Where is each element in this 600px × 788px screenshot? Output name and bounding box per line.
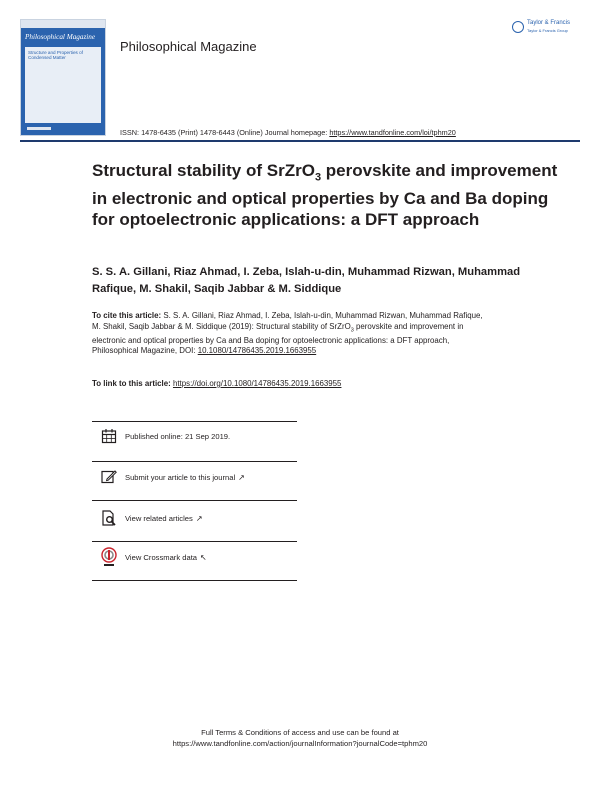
- submit-article-link[interactable]: Submit your article to this journal: [125, 472, 236, 482]
- journal-homepage-link[interactable]: https://www.tandfonline.com/loi/tphm20: [329, 128, 456, 137]
- citation-label: To cite this article:: [92, 311, 162, 320]
- info-divider: [92, 541, 297, 542]
- citation-text-part1: S. S. A. Gillani, Riaz Ahmad, I. Zeba, Islah-u-din, Muhammad Rizwan, Muhammad Rafique, M. Shakil, Saqib Jabbar & M. Siddique (2019): Structural stability of SrZrO: [92, 311, 483, 331]
- article-title-subscript: 3: [314, 171, 322, 184]
- publisher-logo: [512, 20, 580, 36]
- article-title: [92, 160, 562, 230]
- header-divider: [20, 140, 580, 142]
- crossmark-link[interactable]: View Crossmark data: [125, 552, 198, 562]
- article-doi-url[interactable]: https://doi.org/10.1080/14786435.2019.1663955: [172, 379, 342, 388]
- calendar-icon: [100, 427, 118, 445]
- related-icon: [100, 509, 118, 527]
- footer-terms-link[interactable]: https://www.tandfonline.com/action/journalInformation?journalCode=tphm20: [172, 739, 428, 748]
- cover-panel: [25, 47, 101, 123]
- article-link-line: [92, 379, 341, 388]
- related-articles-row[interactable]: [100, 509, 203, 527]
- journal-cover: [20, 19, 106, 136]
- external-link-icon: ↗: [195, 513, 203, 523]
- citation-doi-link[interactable]: 10.1080/14786435.2019.1663955: [197, 346, 317, 356]
- published-online-row: [100, 427, 230, 445]
- external-link-icon: ↗: [238, 472, 245, 482]
- issn-text: ISSN: 1478-6435 (Print) 1478-6443 (Online) Journal homepage:: [120, 128, 330, 137]
- publisher-logo-name: Taylor & Francis: [527, 20, 571, 26]
- cover-publisher-mark: [27, 127, 51, 130]
- info-divider: [92, 500, 297, 501]
- crossmark-icon: [100, 548, 118, 566]
- info-divider: [92, 580, 297, 581]
- cover-title: Philosophical Magazine: [25, 33, 96, 41]
- crossmark-pointer-icon: ↖: [200, 552, 207, 562]
- publisher-logo-icon: [512, 21, 524, 33]
- issn-line: [120, 128, 456, 137]
- cover-subtitle: Structure and Properties of Condensed Matter: [28, 50, 83, 61]
- crossmark-row[interactable]: [100, 548, 207, 566]
- related-articles-link[interactable]: View related articles: [125, 513, 193, 523]
- pencil-icon: [100, 468, 118, 486]
- journal-name: Philosophical Magazine: [120, 39, 257, 54]
- published-online-text: Published online: 21 Sep 2019.: [125, 431, 231, 441]
- info-divider: [92, 421, 297, 422]
- footer-line1: Full Terms & Conditions of access and use can be found at: [201, 728, 399, 737]
- footer-terms: [0, 727, 600, 749]
- info-divider: [92, 461, 297, 462]
- citation-text-part2: perovskite and improvement in electronic and optical properties by Ca and Ba doping for optoelectronic applications: a DFT approach, Philosophical Magazine, DOI:: [92, 321, 464, 356]
- cover-top-strip: [21, 20, 105, 28]
- article-authors: S. S. A. Gillani, Riaz Ahmad, I. Zeba, Islah-u-din, Muhammad Rizwan, Muhammad Rafique, M. Shakil, Saqib Jabbar & M. Siddique: [92, 266, 521, 295]
- citation-subscript: 3: [350, 327, 354, 334]
- article-title-part2: perovskite and improvement in electronic and optical properties by Ca and Ba doping for optoelectronic applications: a DFT approach: [92, 161, 558, 230]
- article-title-part1: Structural stability of SrZrO: [92, 161, 315, 180]
- citation-block: [92, 311, 492, 357]
- article-link-label: To link to this article:: [92, 379, 173, 388]
- submit-article-row[interactable]: [100, 468, 245, 486]
- publisher-logo-tagline: Taylor & Francis Group: [527, 28, 568, 33]
